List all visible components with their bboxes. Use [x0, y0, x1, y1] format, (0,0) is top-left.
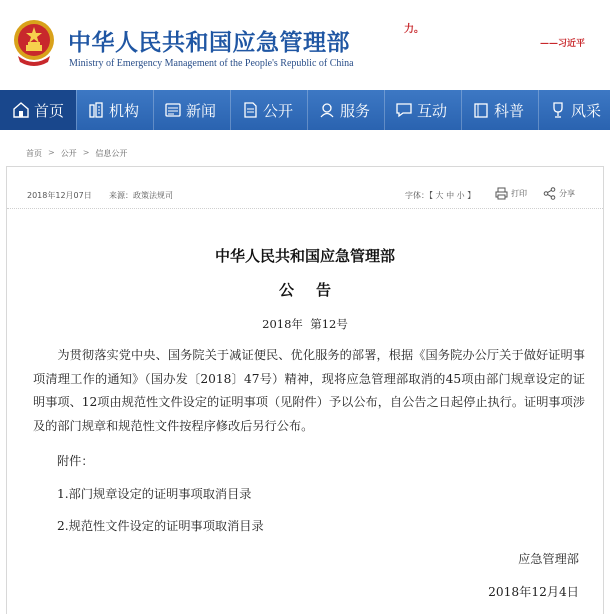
document-icon	[241, 101, 259, 119]
attachment-link[interactable]: 2.规范性文件设定的证明事项取消目录	[57, 519, 264, 533]
nav-item-news[interactable]	[154, 90, 230, 130]
print-button[interactable]	[495, 187, 527, 200]
nav-label: 互动	[417, 101, 448, 120]
publish-date: 2018年12月07日	[27, 191, 92, 200]
news-icon	[164, 101, 182, 119]
share-button[interactable]	[543, 187, 575, 200]
font-size-small[interactable]: 小	[456, 191, 465, 200]
font-size-large[interactable]: 大	[435, 191, 444, 200]
nav-label: 服务	[340, 101, 371, 120]
nav-item-home[interactable]	[0, 90, 76, 130]
document-type: 公告	[278, 281, 353, 299]
breadcrumb	[26, 148, 127, 159]
nav-item-service[interactable]	[308, 90, 384, 130]
font-size-medium[interactable]: 中	[446, 191, 455, 200]
site-header	[0, 0, 610, 90]
font-size-label: 字体：【	[405, 191, 433, 200]
font-size-close: 】	[467, 191, 476, 200]
nav-item-showcase[interactable]	[539, 90, 608, 130]
nav-label: 科普	[494, 101, 525, 120]
breadcrumb-info-public[interactable]: 信息公开	[95, 149, 128, 158]
signature-organization: 应急管理部	[518, 552, 579, 566]
chat-icon	[395, 101, 413, 119]
breadcrumb-home[interactable]: 首页	[26, 149, 42, 158]
building-icon	[87, 101, 105, 119]
nav-label: 首页	[34, 101, 65, 120]
trophy-icon	[549, 101, 567, 119]
site-title[interactable]: 中华人民共和国应急管理部	[68, 30, 350, 56]
breadcrumb-separator: >	[82, 148, 90, 157]
nav-item-public[interactable]	[231, 90, 307, 130]
article-meta	[7, 167, 603, 209]
attachment-link[interactable]: 1.部门规章设定的证明事项取消目录	[57, 487, 252, 501]
service-icon	[318, 101, 336, 119]
national-emblem-icon[interactable]	[12, 18, 56, 68]
site-subtitle: Ministry of Emergency Management of the People's Republic of China	[69, 58, 354, 69]
slogan-attribution: ——习近平	[540, 39, 586, 49]
share-label: 分享	[559, 189, 575, 198]
nav-label: 新闻	[186, 101, 217, 120]
document-title: 中华人民共和国应急管理部	[214, 247, 395, 265]
main-nav	[0, 90, 610, 130]
font-size-switcher	[405, 190, 475, 201]
attachments-label: 附件：	[57, 454, 94, 468]
share-icon	[543, 187, 556, 200]
nav-label: 风采	[571, 101, 602, 120]
signature-date: 2018年12月4日	[488, 585, 579, 599]
nav-item-science[interactable]	[462, 90, 538, 130]
nav-item-interaction[interactable]	[385, 90, 461, 130]
home-icon	[12, 101, 30, 119]
printer-icon	[495, 187, 508, 200]
slogan-text: 力。	[404, 24, 424, 35]
breadcrumb-separator: >	[48, 148, 55, 157]
breadcrumb-public[interactable]: 公开	[60, 149, 77, 158]
article-panel	[6, 166, 604, 614]
document-body: 为贯彻落实党中央、国务院关于减证便民、优化服务的部署，根据《国务院办公厅关于做好证明事项清理工作的通知》（国办发〔2018〕47号）精神，现将应急管理部取消的45项由部门规章设定的证明事项、12项由规范性文件设定的证明事项（见附件）予以公布，自公告之日起停止执行。证明事项涉及的部门规章和规范性文件按程序修改后另行公布。	[33, 348, 585, 433]
book-icon	[472, 101, 490, 119]
nav-item-organization[interactable]	[77, 90, 153, 130]
nav-label: 机构	[109, 101, 140, 120]
nav-label: 公开	[263, 101, 294, 120]
print-label: 打印	[511, 189, 527, 198]
document-number: 2018年 第12号	[262, 317, 348, 331]
article-source: 来源：政策法规司	[109, 191, 173, 200]
